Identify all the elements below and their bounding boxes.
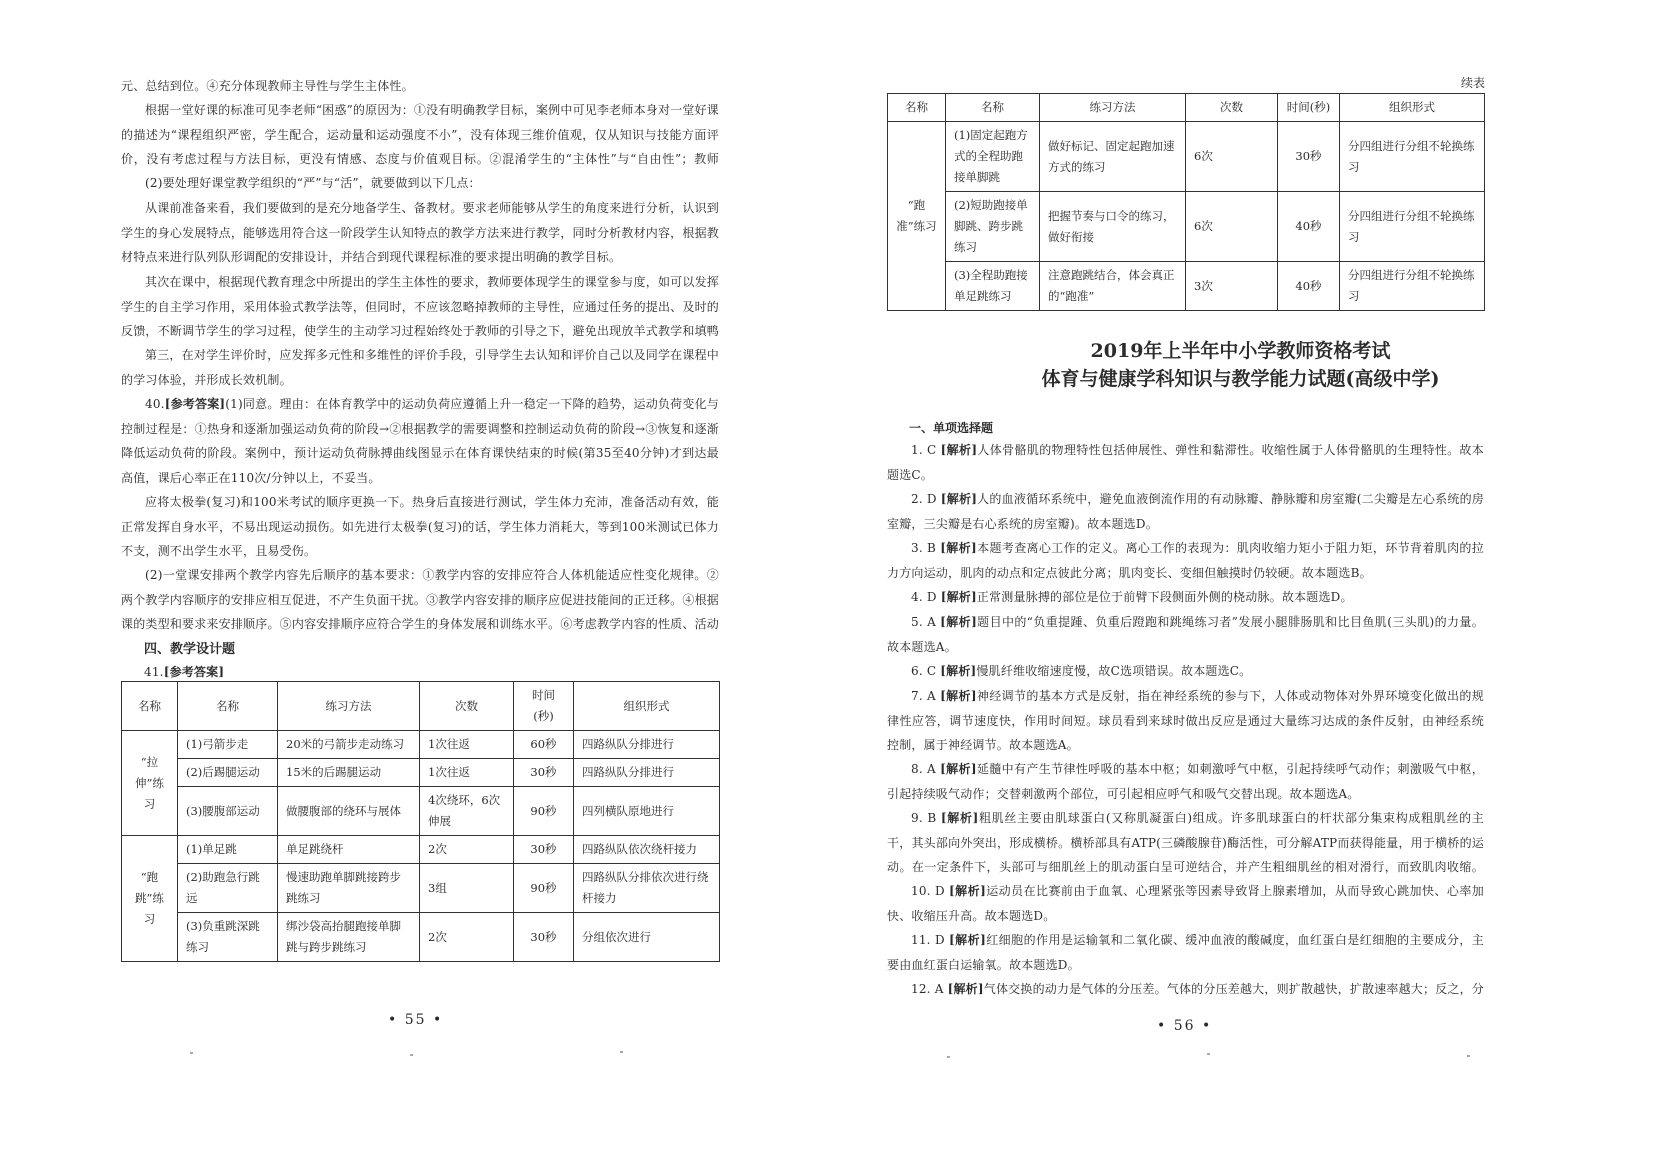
paragraph-confusion-reasons: 根据一堂好课的标准可见李老师“困惑”的原因为：①没有明确教学目标，案例中可见李老师本身对一堂好课的描述为“课程组织严密，学生配合，运动量和运动强度不小”，没有体现三维价值观，仅从知识与技能方面评价，没有考虑过程与方法目标，更没有情感、态度与价值观目标。②混淆学生的“主体性”与“自由性”；教师 <box>121 103 719 166</box>
table-row <box>122 759 720 787</box>
answer-number: 4. D <box>911 590 937 604</box>
scan-speck <box>1207 1053 1210 1055</box>
answer-number: 12. A <box>911 982 944 996</box>
answer-number: 1. C <box>911 443 937 457</box>
table-cell: 四路纵队分排进行 <box>574 731 720 759</box>
answer-40-text: (1)同意。理由：在体育教学中的运动负荷应遵循上升一稳定一下降的趋势，运动负荷变化与控制过程是：①热身和逐渐加强运动负荷的阶段→②根据教学的需要调整和控制运动负荷的阶段→③恢复和逐渐降低运动负荷的阶段。案例中，预计运动负荷脉搏曲线图显示在体育课快结束的时候(第35至40分钟)才到达最高值，课后心率正在110次/分钟以上，不妥当。 <box>121 397 719 485</box>
header-category: 名称 <box>122 682 178 731</box>
answer-number: 7. A <box>911 689 936 703</box>
table-header-row <box>122 682 720 731</box>
table-row <box>888 122 1485 192</box>
scan-speck <box>620 1051 623 1053</box>
table-cell: 60秒 <box>514 731 574 759</box>
continued-label: 续表 <box>1461 76 1486 90</box>
table-cell: 分四组进行分组不轮换练习 <box>1340 192 1485 262</box>
paragraph-evaluation: 第三，在对学生评价时，应发挥多元性和多维性的评价手段，引导学生去认知和评价自己以及同学在课程中的学习体验，并形成长效机制。 <box>121 348 719 387</box>
lesson-plan-table <box>121 681 720 962</box>
table-cell: 15米的后踢腿运动 <box>278 759 420 787</box>
table-cell: (2)助跑急行跳远 <box>178 864 278 913</box>
table-cell: 20米的弓箭步走动练习 <box>278 731 420 759</box>
header-name: 名称 <box>178 682 278 731</box>
header-name: 名称 <box>946 94 1040 122</box>
analysis-tag: [解析] <box>940 689 977 703</box>
header-method: 练习方法 <box>1040 94 1186 122</box>
table-cell: (3)腰腹部运动 <box>178 787 278 836</box>
answer-item-8 <box>887 757 1484 806</box>
header-method: 练习方法 <box>278 682 420 731</box>
paragraph-strict-lively: (2)要处理好课堂教学组织的“严”与“活”，就要做到以下几点： <box>145 176 481 190</box>
answer-text: 人体骨骼肌的物理特性包括伸展性、弹性和黏滞性。收缩性属于人体骨骼肌的生理特性。故本题选C。 <box>887 443 1484 482</box>
table-cell: 四路纵队依次绕杆接力 <box>574 836 720 864</box>
answer-number: 3. B <box>911 541 937 555</box>
right-page <box>827 0 1654 1170</box>
table-cell: 30秒 <box>514 913 574 962</box>
answer-item-1 <box>887 438 1484 487</box>
answer-item-6 <box>887 659 1484 684</box>
table-cell: 四列横队原地进行 <box>574 787 720 836</box>
paragraph-intro: 元、总结到位。④充分体现教师主导性与学生主体性。 <box>121 79 414 93</box>
answer-text: 粗肌丝主要由肌球蛋白(又称肌凝蛋白)组成。许多肌球蛋白的杆状部分集束构成粗肌丝的主干，其头部向外突出，形成横桥。横桥部具有ATP(三磷酸腺苷)酶活性，可分解ATP而获得能量，用于横桥的运动。在一定条件下，头部可与细肌丝上的肌动蛋白呈可逆结合，并产生粗细肌丝的相对滑行，而致肌肉收缩。 <box>887 811 1484 874</box>
table-cell: (3)全程助跑接单足跳练习 <box>946 262 1040 311</box>
answer-number: 10. D <box>911 884 945 898</box>
table-cell: (1)固定起跑方式的全程助跑接单脚跳 <box>946 122 1040 192</box>
analysis-tag: [解析] <box>940 811 979 825</box>
section-heading-single-choice: 一、单项选择题 <box>909 421 994 435</box>
header-organization: 组织形式 <box>1340 94 1485 122</box>
header-organization: 组织形式 <box>574 682 720 731</box>
table-cell: 分四组进行分组不轮换练习 <box>1340 122 1485 192</box>
answer-text: 红细胞的作用是运输氧和二氧化碳、缓冲血液的酸碱度，血红蛋白是红细胞的主要成分，主要由血红蛋白运输氧。故本题选D。 <box>887 933 1484 972</box>
answer-number: 11. D <box>911 933 945 947</box>
answer-text: 正常测量脉搏的部位是位于前臂下段侧面外侧的桡动脉。故本题选D。 <box>976 590 1353 604</box>
header-time: 时间(秒) <box>1278 94 1340 122</box>
table-header-row <box>888 94 1485 122</box>
table-cell: 分组依次进行 <box>574 913 720 962</box>
answer-text: 题目中的“负重提踵、负重后蹬跑和跳绳练习者”发展小腿腓肠肌和比目鱼肌(三头肌)的力量。故本题选A。 <box>887 615 1484 654</box>
analysis-tag: [解析] <box>940 664 977 678</box>
table-row <box>122 787 720 836</box>
group-name-run-jump: “跑跳”练习 <box>122 836 178 962</box>
analysis-tag: [解析] <box>949 884 986 898</box>
exam-title-line2: 体育与健康学科知识与教学能力试题(高级中学) <box>1041 368 1440 390</box>
page-number-right: • 56 • <box>1157 1018 1213 1034</box>
header-count: 次数 <box>420 682 514 731</box>
table-cell: 90秒 <box>514 864 574 913</box>
table-cell: 把握节奏与口令的练习，做好衔接 <box>1040 192 1186 262</box>
answer-40-part1 <box>121 392 719 490</box>
answer-number: 9. B <box>911 811 937 825</box>
analysis-tag: [解析] <box>949 933 986 947</box>
table-cell: (2)短助跑接单脚跳、跨步跳练习 <box>946 192 1040 262</box>
table-row <box>122 913 720 962</box>
table-cell: 慢速助跑单脚跳接跨步跳练习 <box>278 864 420 913</box>
table-cell: 绑沙袋高抬腿跑接单脚跳与跨步跳练习 <box>278 913 420 962</box>
answer-text: 本题考查离心工作的定义。离心工作的表现为：肌肉收缩力矩小于阻力矩，环节背着肌肉的拉力方向运动，肌肉的动点和定点彼此分离；肌肉变长、变细但触摸时仍较硬。故本题选B。 <box>887 541 1484 580</box>
table-row <box>888 262 1485 311</box>
table-cell: 3次 <box>1186 262 1278 311</box>
answer-item-2 <box>887 487 1484 536</box>
header-count: 次数 <box>1186 94 1278 122</box>
group-name-run-accuracy: “跑准”练习 <box>888 122 946 311</box>
paragraph-pre-class: 从课前准备来看，我们要做到的是充分地备学生、备教材。要求老师能够从学生的角度来进行分析，认识到学生的身心发展特点，能够选用符合这一阶段学生认知特点的教学方法来进行教学，同时分析教材内容，根据教材特点来进行队列队形调配的安排设计，并结合到现代课程标准的要求提出明确的教学目标。 <box>121 201 719 264</box>
answer-text: 慢肌纤维收缩速度慢，故C选项错误。故本题选C。 <box>976 664 1252 678</box>
table-cell: 分四组进行分组不轮换练习 <box>1340 262 1485 311</box>
header-time: 时间(秒) <box>514 682 574 731</box>
analysis-tag: [解析] <box>940 492 978 506</box>
answer-item-7 <box>887 684 1484 757</box>
analysis-tag: [解析] <box>940 541 977 555</box>
answer-text: 延髓中有产生节律性呼吸的基本中枢；如刺激呼气中枢，引起持续呼气动作；刺激吸气中枢，引起持续吸气动作；交替刺激两个部位，可引起相应呼气和吸气交替出现。故本题选A。 <box>887 762 1484 801</box>
scan-speck <box>1467 1055 1470 1057</box>
answer-item-9 <box>887 806 1484 879</box>
answer-item-5 <box>887 610 1484 659</box>
table-cell: 注意跑跳结合，体会真正的“跑准” <box>1040 262 1186 311</box>
answer-text: 神经调节的基本方式是反射，指在神经系统的参与下，人体或动物体对外界环境变化做出的规律性应答，调节速度快，作用时间短。球员看到来球时做出反应是通过大量练习达成的条件反射，由神经系统控制，属于神经调节。故本题选A。 <box>887 689 1484 752</box>
continued-lesson-table <box>887 93 1485 311</box>
table-cell: 四路纵队分排进行 <box>574 759 720 787</box>
table-cell: 2次 <box>420 836 514 864</box>
paragraph-in-class: 其次在课中，根据现代教育理念中所提出的学生主体性的要求，教师要体现学生的课堂参与度，如可以发挥学生的自主学习作用，采用体验式教学法等，但同时，不应该忽略掉教师的主导性，应通过任务的提出、及时的反馈，不断调节学生的学习过程，使学生的主动学习过程始终处于教师的引导之下，避免出现放羊式教学和填鸭 <box>121 275 719 338</box>
table-cell: 1次往返 <box>420 759 514 787</box>
exam-title-line1: 2019年上半年中小学教师资格考试 <box>1090 340 1391 362</box>
analysis-tag: [解析] <box>940 615 977 629</box>
table-cell: 30秒 <box>1278 122 1340 192</box>
answer-text: 人的血液循环系统中，避免血液倒流作用的有动脉瓣、静脉瓣和房室瓣(二尖瓣是左心系统的房室瓣，三尖瓣是右心系统的房室瓣)。故本题选D。 <box>887 492 1484 531</box>
table-cell: 40秒 <box>1278 262 1340 311</box>
table-row <box>888 192 1485 262</box>
header-category: 名称 <box>888 94 946 122</box>
table-cell: 30秒 <box>514 759 574 787</box>
table-cell: (1)弓箭步走 <box>178 731 278 759</box>
answer-item-4 <box>887 585 1484 610</box>
table-cell: 6次 <box>1186 192 1278 262</box>
answer-number: 8. A <box>911 762 936 776</box>
scan-speck <box>190 1052 193 1054</box>
table-cell: (3)负重跳深跳练习 <box>178 913 278 962</box>
group-name-stretch: “拉伸”练习 <box>122 731 178 836</box>
analysis-tag: [解析] <box>940 762 977 776</box>
answer-40-part2: (2)一堂课安排两个教学内容先后顺序的基本要求：①教学内容的安排应符合人体机能适应性变化规律。②两个教学内容顺序的安排应相互促进，不产生负面干扰。③教学内容安排的顺序应促进技能间的正迁移。④根据课的类型和要求来安排顺序。⑤内容安排顺序应符合学生的身体发展和训练水平。⑥考虑教学内容的性质、活动 <box>121 568 719 631</box>
table-cell: 30秒 <box>514 836 574 864</box>
analysis-tag: [解析] <box>940 590 977 604</box>
analysis-tag: [解析] <box>947 982 984 996</box>
table-row <box>122 864 720 913</box>
section-heading-teaching-design: 四、教学设计题 <box>144 642 236 657</box>
answer-number: 6. C <box>911 664 937 678</box>
question-number-41: 41. <box>144 665 164 679</box>
answer-text: 气体交换的动力是气体的分压差。气体的分压差越大，则扩散越快，扩散速率越大；反之，分 <box>983 982 1484 996</box>
table-cell: 3组 <box>420 864 514 913</box>
scan-speck <box>410 1054 413 1056</box>
table-cell: (2)后踢腿运动 <box>178 759 278 787</box>
table-cell: 做好标记、固定起跑加速方式的练习 <box>1040 122 1186 192</box>
table-cell: 四路纵队分排依次进行绕杆接力 <box>574 864 720 913</box>
answer-text: 运动员在比赛前由于血氧、心理紧张等因素导致肾上腺素增加，从而导致心跳加快、心率加快、收缩压升高。故本题选D。 <box>887 884 1484 923</box>
table-cell: 做腰腹部的绕环与展体 <box>278 787 420 836</box>
table-cell: 90秒 <box>514 787 574 836</box>
table-cell: 4次绕环，6次伸展 <box>420 787 514 836</box>
table-row <box>122 836 720 864</box>
table-cell: (1)单足跳 <box>178 836 278 864</box>
answer-number: 2. D <box>911 492 937 506</box>
answer-item-12 <box>887 977 1484 1002</box>
table-cell: 1次往返 <box>420 731 514 759</box>
answer-item-10 <box>887 879 1484 928</box>
scan-speck <box>947 1056 950 1058</box>
table-cell: 40秒 <box>1278 192 1340 262</box>
answer-tag-41: [参考答案] <box>163 665 225 679</box>
table-row <box>122 731 720 759</box>
answer-number: 5. A <box>911 615 936 629</box>
answer-item-3 <box>887 536 1484 585</box>
analysis-tag: [解析] <box>940 443 978 457</box>
page-number-left: • 55 • <box>388 1012 444 1028</box>
table-cell: 单足跳绕杆 <box>278 836 420 864</box>
answer-item-11 <box>887 928 1484 977</box>
answer-tag-40: [参考答案] <box>164 397 226 411</box>
table-cell: 6次 <box>1186 122 1278 192</box>
paragraph-swap-order: 应将太极拳(复习)和100米考试的顺序更换一下。热身后直接进行测试，学生体力充沛，准备活动有效，能正常发挥自身水平，不易出现运动损伤。如先进行太极拳(复习)的话，学生体力消耗大，等到100米测试已体力不支，测不出学生水平，且易受伤。 <box>121 495 719 558</box>
table-cell: 2次 <box>420 913 514 962</box>
question-number-40: 40. <box>145 397 165 411</box>
